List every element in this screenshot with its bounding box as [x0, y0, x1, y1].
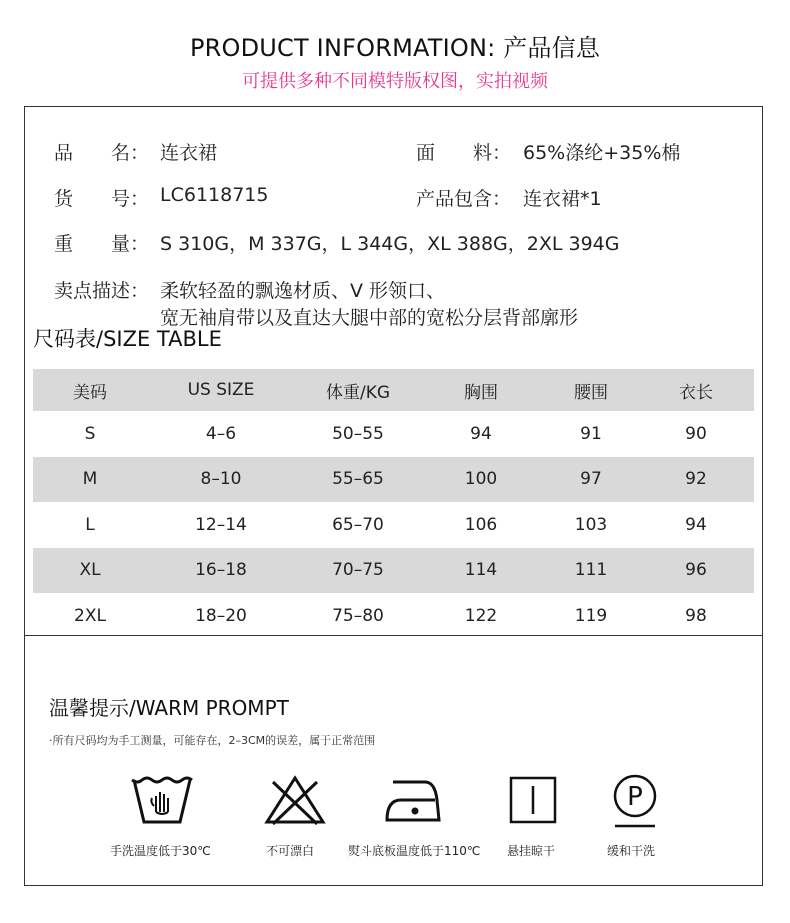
header-cell: 体重/KG	[325, 382, 391, 403]
table-cell: 70–75	[332, 560, 384, 581]
gentle-dry-clean-icon	[575, 772, 695, 832]
table-cell: 90	[685, 423, 707, 444]
table-cell: 114	[464, 560, 498, 581]
table-cell: 100	[464, 469, 498, 490]
table-cell: 94	[685, 514, 707, 535]
care-label-line-dry: 悬挂晾干	[507, 844, 556, 858]
table-cell: 122	[464, 605, 498, 626]
table-cell: 97	[580, 469, 602, 490]
table-cell: 94	[470, 423, 492, 444]
package-label: 产品包含：	[416, 188, 512, 210]
table-cell: 75–80	[332, 605, 384, 626]
table-cell: S	[84, 423, 96, 444]
table-cell: 2XL	[74, 605, 106, 626]
table-cell: 91	[580, 423, 602, 444]
size-table-title: 尺码表/SIZE TABLE	[33, 327, 222, 351]
header-cell: US SIZE	[187, 380, 255, 400]
care-label-iron: 熨斗底板温度低于110℃	[348, 844, 481, 858]
care-label-no-bleach: 不可漂白	[266, 844, 315, 858]
fabric-label: 面 料：	[416, 142, 512, 164]
weight-value: S 310G，M 337G，L 344G，XL 388G，2XL 394G	[160, 233, 620, 255]
item-no-value: LC6118715	[160, 184, 269, 206]
table-cell: L	[85, 514, 95, 535]
table-cell: 103	[574, 514, 608, 535]
table-cell: 92	[685, 469, 707, 490]
size-table	[33, 369, 754, 639]
table-cell: 98	[685, 605, 707, 626]
weight-label: 重 量：	[54, 233, 150, 255]
care-label-dry-clean: 缓和干洗	[607, 844, 656, 858]
package-value: 连衣裙*1	[523, 188, 602, 210]
table-cell: 106	[464, 514, 498, 535]
table-header-row	[33, 369, 754, 411]
header-cell: 美码	[73, 382, 107, 403]
table-cell: 111	[574, 560, 608, 581]
care-label-hand-wash: 手洗温度低于30℃	[110, 844, 211, 858]
page-subtitle: 可提供多种不同模特版权图，实拍视频	[242, 71, 548, 92]
table-cell: M	[82, 469, 98, 490]
table-cell: 55–65	[332, 469, 384, 490]
no-bleach-icon	[235, 772, 355, 828]
svg-text:P: P	[627, 782, 643, 812]
table-row	[33, 548, 754, 594]
table-cell: 50–55	[332, 423, 384, 444]
name-label: 品 名：	[54, 142, 150, 164]
table-cell: 4–6	[205, 423, 237, 444]
warm-prompt-note: ·所有尺码均为手工测量，可能存在，2–3CM的误差，属于正常范围	[49, 734, 376, 747]
selling-label: 卖点描述：	[54, 280, 150, 302]
selling-line-2: 宽无袖肩带以及直达大腿中部的宽松分层背部廓形	[160, 307, 579, 329]
selling-line-1: 柔软轻盈的飘逸材质、V 形领口、	[160, 280, 446, 302]
item-no-label: 货 号：	[54, 188, 150, 210]
table-row	[33, 502, 754, 548]
table-cell: XL	[79, 560, 101, 581]
header-cell: 腰围	[574, 382, 608, 403]
table-cell: 12–14	[195, 514, 247, 535]
warm-prompt-title: 温馨提示/WARM PROMPT	[49, 696, 289, 720]
header-cell: 胸围	[464, 382, 498, 403]
table-cell: 16–18	[195, 560, 247, 581]
page-title: PRODUCT INFORMATION: 产品信息	[189, 34, 601, 62]
header-cell: 衣长	[679, 382, 713, 403]
table-cell: 18–20	[195, 605, 247, 626]
hand-wash-icon	[102, 772, 222, 828]
table-cell: 8–10	[200, 469, 242, 490]
table-row	[33, 457, 754, 503]
table-cell: 65–70	[332, 514, 384, 535]
table-row	[33, 593, 754, 639]
fabric-value: 65%涤纶+35%棉	[523, 142, 681, 164]
table-cell: 119	[574, 605, 608, 626]
iron-icon	[355, 772, 475, 828]
table-cell: 96	[685, 560, 707, 581]
table-row	[33, 411, 754, 457]
name-value: 连衣裙	[160, 142, 218, 164]
